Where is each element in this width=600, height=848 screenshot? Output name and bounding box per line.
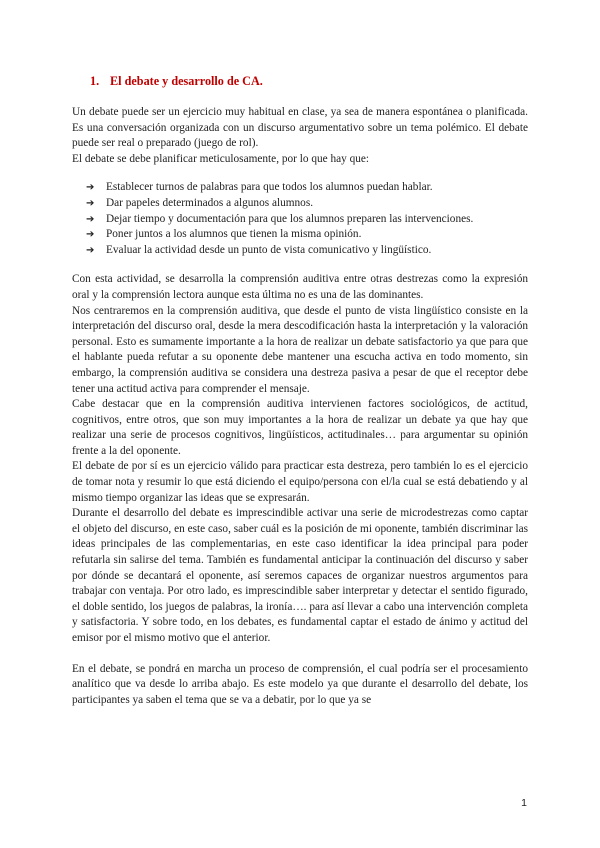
arrow-bullet-icon: ➔	[86, 197, 95, 209]
body-paragraph: El debate de por sí es un ejercicio válido para practicar esta destreza, pero también lo es el ejercicio de tomar nota y resumir lo que está diciendo el equipo/persona con el/la cual se está debatiendo y al mismo tiempo organizar las ideas que se expresarán.	[72, 460, 528, 504]
closing-paragraph: En el debate, se pondrá en marcha un proceso de comprensión, el cual podría ser el procesamiento analítico que va desde lo arriba abajo. Es este modelo ya que durante el desarrollo del debate, los participantes ya saben el tema que se va a debatir, por lo que ya se	[72, 662, 528, 706]
section-heading	[90, 73, 528, 89]
page-number: 1	[521, 797, 527, 809]
body-paragraph: Con esta actividad, se desarrolla la comprensión auditiva entre otras destrezas como la expresión oral y la comprensión lectora aunque esta última no es una de las dominantes.	[72, 273, 528, 301]
list-item-text: Evaluar la actividad desde un punto de vista comunicativo y lingüístico.	[106, 243, 432, 256]
intro-lead-in: El debate se debe planificar meticulosamente, por lo que hay que:	[72, 152, 370, 165]
list-item	[86, 243, 528, 259]
arrow-bullet-icon: ➔	[86, 213, 95, 225]
list-item	[86, 227, 528, 243]
list-item-text: Establecer turnos de palabras para que todos los alumnos puedan hablar.	[106, 181, 433, 194]
arrow-bullet-icon: ➔	[86, 244, 95, 256]
list-item	[86, 180, 528, 196]
list-item-text: Dar papeles determinados a algunos alumnos.	[106, 196, 314, 209]
body-paragraph: Durante el desarrollo del debate es imprescindible activar una serie de microdestrezas como captar el objeto del discurso, en este caso, saber cuál es la posición de mi oponente, también discriminar las ideas principales de las complementarias, en este caso identificar la idea principal para poder refutarla sin salirse del tema. También es fundamental anticipar la continuación del discurso y saber por dónde se decantará el oponente, así seremos capaces de organizar nuestros argumentos para trabajar con ventaja. Por otro lado, es imprescindible saber interpretar y detectar el sentido figurado, el doble sentido, los juegos de palabras, la ironía…. para así llevar a cabo una intervención completa y satisfactoria. Y sobre todo, en los debates, es fundamental captar el estado de ánimo y actitud del emisor por el mismo motivo que el anterior.	[72, 507, 528, 644]
page-content	[72, 73, 528, 708]
bullet-list	[86, 180, 528, 258]
section-number: 1.	[90, 74, 100, 88]
list-item-text: Dejar tiempo y documentación para que los alumnos preparen las intervenciones.	[106, 212, 474, 225]
arrow-bullet-icon: ➔	[86, 229, 95, 241]
body-paragraph: Cabe destacar que en la comprensión auditiva intervienen factores sociológicos, de actitud, cognitivos, entre otros, que son muy importantes a la hora de realizar un debate ya que hay que realizar una serie de procesos cognitivos, lingüísticos, actitudinales… para argumentar su opinión frente a la del oponente.	[72, 398, 528, 457]
section-title: El debate y desarrollo de CA.	[110, 74, 263, 88]
list-item-text: Poner juntos a los alumnos que tienen la misma opinión.	[106, 228, 362, 241]
list-item	[86, 196, 528, 212]
intro-paragraph: Un debate puede ser un ejercicio muy habitual en clase, ya sea de manera espontánea o planificada. Es una conversación organizada con un discurso argumentativo sobre un tema polémico. El debate puede ser real o preparado (juego de rol).	[72, 106, 528, 150]
body-paragraph: Nos centraremos en la comprensión auditiva, que desde el punto de vista lingüístico consiste en la interpretación del discurso oral, desde la mera descodificación hasta la interpretación y la valoración personal. Esto es sumamente importante a la hora de realizar un debate satisfactorio ya que para que el hablante pueda refutar a su oponente debe mantener una escucha activa en todo momento, sin embargo, la comprensión auditiva se considera una destreza pasiva a pesar de que el receptor debe tener una actitud activa para comprender el mensaje.	[72, 304, 528, 395]
list-item	[86, 212, 528, 228]
arrow-bullet-icon: ➔	[86, 182, 95, 194]
